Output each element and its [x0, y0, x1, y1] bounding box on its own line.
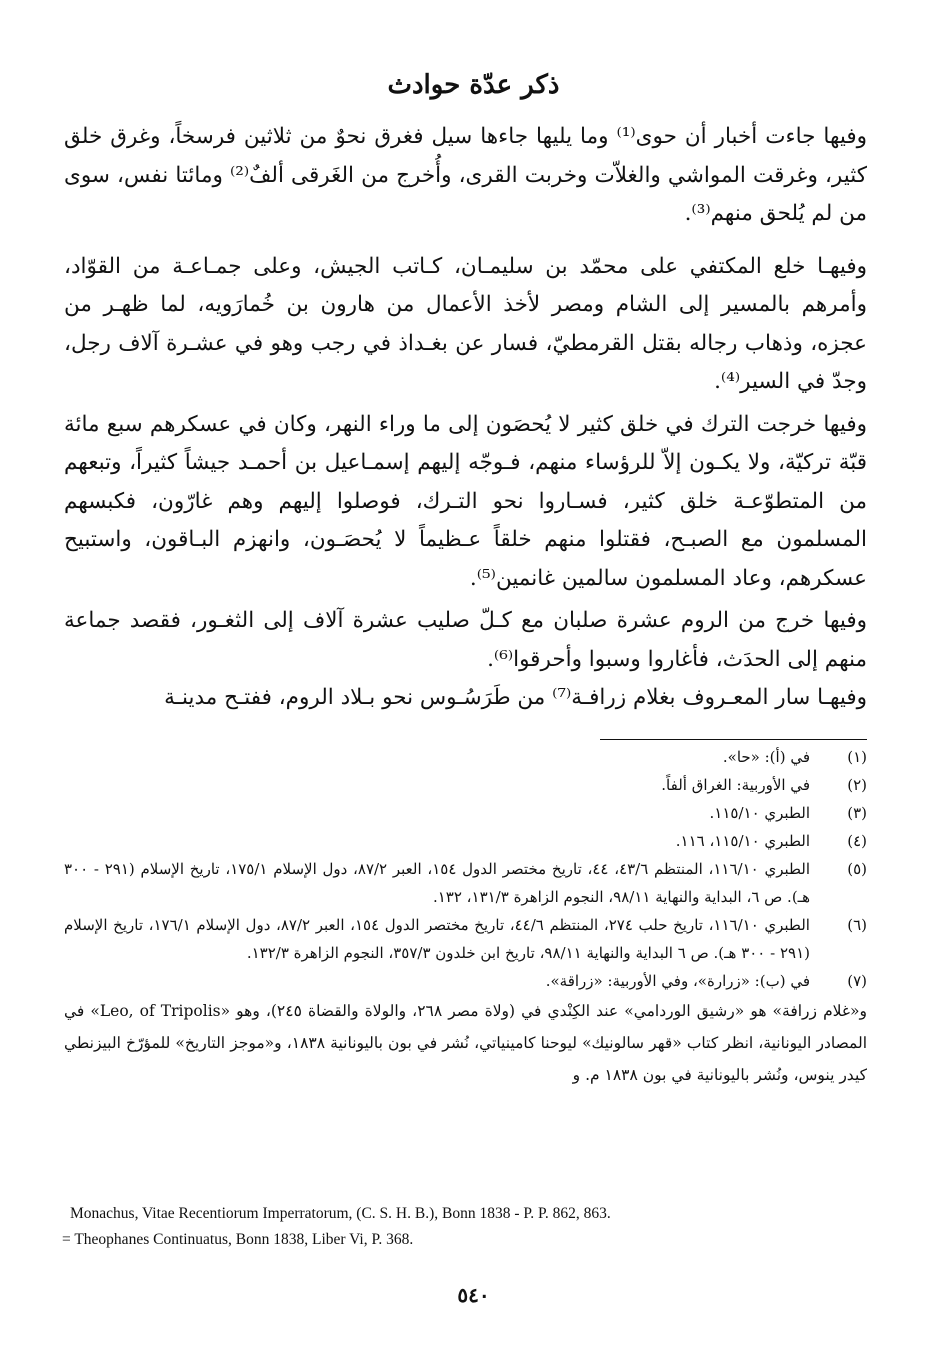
footnote-4 [64, 827, 867, 855]
paragraph-flood: وفيها جاءت أخبار أن حوى⁽¹⁾ وما يليها جاءها سيل فغرق نحوٌ من ثلاثين فرسخاً، وغرق خلق كثير، وغرقت المواشي والغلاّت وخربت القرى، وأُخرج من الغَرقى ألفٌ⁽²⁾ ومائتا نفس، سوى من لم يُلحق منهم⁽³⁾. [64, 124, 868, 226]
footnote-7 [64, 967, 867, 995]
footnote-number: (٦) [847, 916, 867, 934]
footnote-number: (٤) [847, 832, 867, 850]
footnote-5 [64, 855, 867, 911]
footnote-text: في (ب): «زرارة»، وفي الأوربية: «زراقة». [545, 972, 810, 990]
footnote-number: (٣) [847, 804, 867, 822]
footnote-number: (٧) [847, 972, 867, 990]
footnote-6 [64, 911, 867, 967]
footnote-1 [64, 743, 867, 771]
footnote-text: في الأوربية: الغراق ألفاً. [661, 776, 810, 794]
footnote-number: (٢) [847, 776, 867, 794]
paragraph-turks: وفيها خرجت الترك في خلق كثير لا يُحصَون إلى ما وراء النهر، وكان في عسكرهم سبع مائة قبّة تركيّة، ولا يكـون إلاّ للرؤساء منهم، فـوجّه إليهم إسمـاعيل بن أحمـد جيشاً كثيراً، وتبعهم من المتطوّعـة خلق كثير، فسـاروا نحو التـرك، فوصلوا إليهم وهم غارّون، فكبسهم المسلمون مع الصبـح، فقتلوا منهم خلقاً عـظيماً لا يُحصَـون، وانهزم البـاقون، واستبيح عسكرهم، وعاد المسلمون سالمين غانمين⁽⁵⁾. [64, 411, 867, 591]
footnote-number: (٥) [847, 860, 867, 878]
footnote-3 [64, 799, 867, 827]
latin-reference-2: = Theophanes Continuatus, Bonn 1838, Liber Vi, P. 368. [62, 1231, 414, 1248]
footnote-text: الطبري ١١٥/١٠. [709, 804, 810, 822]
footnote-text: الطبري ١١٦/١٠، تاريخ حلب ٢٧٤، المنتظم ٤٤/٦، تاريخ مختصر الدول ١٥٤، العبر ٨٧/٢، دول الإسلام ١٧٦/١، تاريخ الإسلام (٢٩١ - ٣٠٠ هـ). ص ٦ البداية والنهاية ٩٨/١١، تاريخ ابن خلدون ٣٥٧/٣، النجوم الزاهرة ١٣٢/٣. [64, 916, 810, 962]
footnote-text: في (أ): «حا». [722, 748, 810, 766]
latin-reference-1: Monachus, Vitae Recentiorum Imperratorum, (C. S. H. B.), Bonn 1838 - P. P. 862, 863. [70, 1205, 611, 1222]
footnotes [64, 743, 867, 1091]
footnote-number: (١) [847, 748, 867, 766]
footnote-separator [600, 739, 867, 740]
section-heading: ذكر عدّة حوادث [387, 70, 560, 100]
page-number: ٥٤٠ [457, 1283, 490, 1307]
paragraph-ghulam-zurafa: وفيهـا سار المعـروف بغلام زرافـة⁽⁷⁾ من طَرَسُـوس نحو بـلاد الروم، ففتـح مدينـة [164, 685, 867, 710]
footnote-7-continuation: و«غلام زرافة» هو «رشيق الوردامي» عند الكِنْدي في (ولاة مصر ٢٦٨، والولاة والقضاة ٢٤٥)، وهو «Leo, of Tripolis» في المصادر اليونانية، انظر كتاب «قهر سالونيك» ليوحنا كامينياتي، نُشر في بون باليونانية ١٨٣٨، و«موجز التاريخ» للمؤرّخ البيزنطي كيدر ينوس، ونُشر باليونانية في بون ١٨٣٨ م. و [64, 1002, 868, 1084]
paragraph-muktafi: وفيهـا خلع المكتفي على محمّد بن سليمـان، كـاتب الجيش، وعلى جمـاعـة من القوّاد، وأمرهم بالمسير إلى الشام ومصر لأخذ الأعمال من هارون بن خُمارَويه، لما ظهـر من عجزه، وذهاب رجاله بقتل القرمطيّ، فسار عن بغـداذ في رجب وهو في عشـرة آلاف رجل، وجدّ في السير⁽⁴⁾. [64, 253, 867, 394]
footnote-text: الطبري ١١٦/١٠، المنتظم ٤٣/٦، ٤٤، تاريخ مختصر الدول ١٥٤، العبر ٨٧/٢، دول الإسلام ١٧٥/١، تاريخ الإسلام (٢٩١ - ٣٠٠ هـ). ص ٦، البداية والنهاية ٩٨/١١، النجوم الزاهرة ١٣١/٣، ١٣٢. [64, 860, 811, 906]
footnote-2 [64, 771, 867, 799]
footnote-text: الطبري ١١٥/١٠، ١١٦. [675, 832, 810, 850]
paragraph-rum-crosses: وفيها خرج من الروم عشرة صلبان مع كـلّ صليب عشرة آلاف إلى الثغـور، فقصد جماعة منهم إلى الحدَث، فأغاروا وسبوا وأحرقوا⁽⁶⁾. [64, 608, 867, 672]
main-text-body [64, 118, 867, 718]
